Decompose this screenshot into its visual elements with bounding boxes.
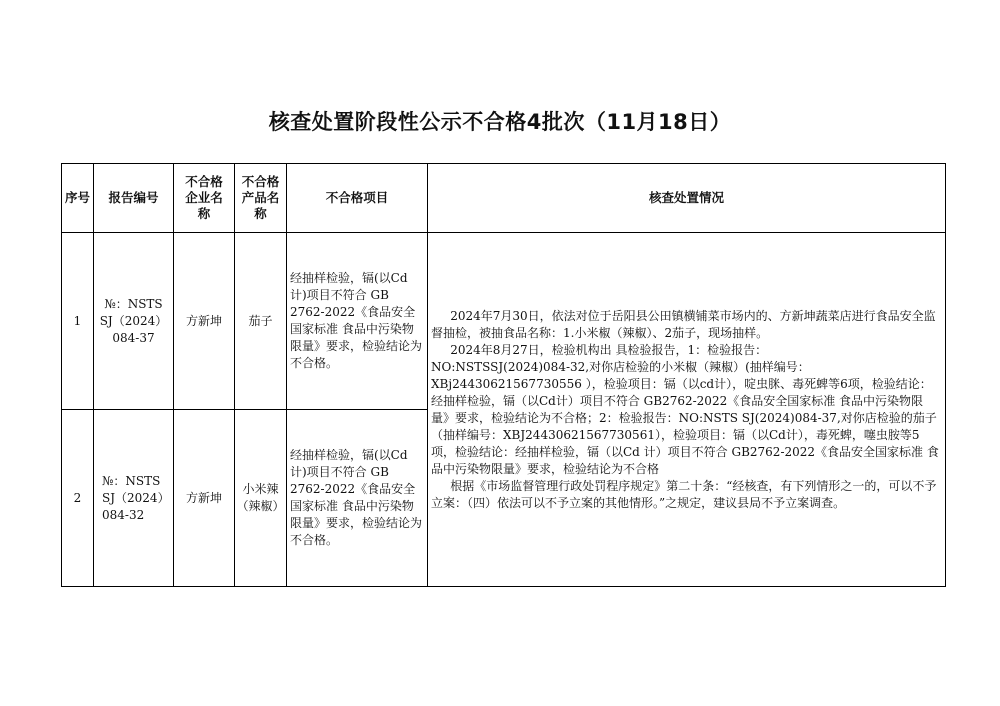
cell-product: 小米辣（辣椒） bbox=[235, 410, 287, 587]
handling-para-3: NO:NSTSSJ(2024)084-32,对你店检验的小米椒（辣椒）(抽样编号：XBj24430621567730556 ），检验项目：镉（以cd计），啶虫脒、毒死蜱等6项，检验结论：经抽样检验，镉（以Cd计）项目不符合 GB2762-2022《食品安全国家标准 食品中污染物限量》要求，检验结论为不合格；2：检验报告：NO:NSTS SJ(2024)084-37,对你店检验的茄子（抽样编号：XBJ24430621567730561），检验项目：镉（以Cd计），毒死蜱，噻虫胺等5项，检验结论：经抽样检验，镉（以Cd 计）项目不符合 GB2762-2022《食品安全国家标准 食品中污染物限量》要求，检验结论为不合格 bbox=[431, 359, 939, 476]
page-title: 核查处置阶段性公示不合格4批次（11月18日） bbox=[268, 110, 732, 134]
cell-handling bbox=[428, 233, 946, 587]
cell-company: 方新坤 bbox=[174, 233, 235, 410]
cell-index: 2 bbox=[62, 410, 94, 587]
handling-para-2: 2024年8月27日，检验机构出 具检验报告，1：检验报告： bbox=[450, 342, 768, 357]
table-row bbox=[62, 233, 946, 410]
cell-item: 经抽样检验，镉(以Cd 计)项目不符合 GB 2762-2022《食品安全国家标准 食品中污染物限量》要求，检验结论为不合格。 bbox=[287, 410, 428, 587]
cell-index: 1 bbox=[62, 233, 94, 410]
header-item: 不合格项目 bbox=[287, 164, 428, 233]
handling-para-1: 2024年7月30日，依法对位于岳阳县公田镇横铺菜市场内的、方新坤蔬菜店进行食品安全监督抽检，被抽食品名称：1.小米椒（辣椒）、2茄子，现场抽样。 bbox=[431, 308, 936, 340]
header-handling: 核查处置情况 bbox=[428, 164, 946, 233]
record-table bbox=[61, 163, 946, 587]
cell-product: 茄子 bbox=[235, 233, 287, 410]
table-header-row bbox=[62, 164, 946, 233]
cell-report-no: №：NSTS SJ（2024）084-37 bbox=[94, 233, 174, 410]
cell-company: 方新坤 bbox=[174, 410, 235, 587]
cell-report-no: №：NSTS SJ（2024）084-32 bbox=[94, 410, 174, 587]
header-product: 不合格产品名称 bbox=[235, 164, 287, 233]
cell-item: 经抽样检验，镉(以Cd 计)项目不符合 GB 2762-2022《食品安全国家标准 食品中污染物限量》要求，检验结论为不合格。 bbox=[287, 233, 428, 410]
header-index: 序号 bbox=[62, 164, 94, 233]
header-report-no: 报告编号 bbox=[94, 164, 174, 233]
header-company: 不合格企业名称 bbox=[174, 164, 235, 233]
handling-para-4: 根据《市场监督管理行政处罚程序规定》第二十条：“经核查，有下列情形之一的，可以不予立案：（四）依法可以不予立案的其他情形。”之规定，建议县局不予立案调查。 bbox=[431, 478, 937, 510]
